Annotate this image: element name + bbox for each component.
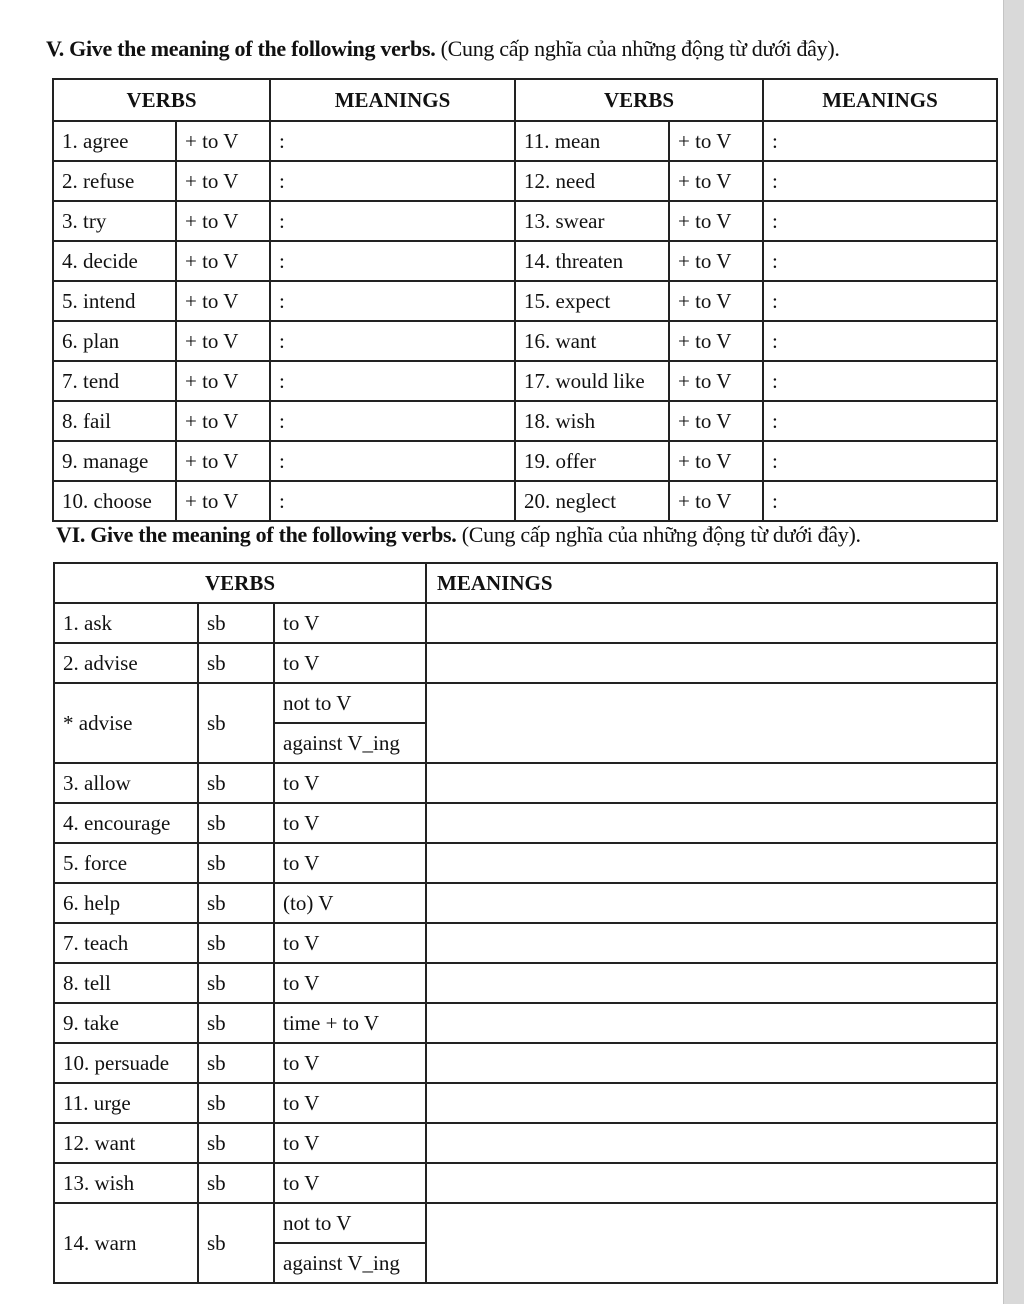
table-row (54, 1043, 997, 1083)
meaning-cell[interactable]: : (763, 441, 997, 481)
table-row (53, 441, 997, 481)
pattern-cell: + to V (669, 441, 763, 481)
verb-cell: 10. persuade (54, 1043, 198, 1083)
verb-cell: 17. would like (515, 361, 669, 401)
table-row (53, 281, 997, 321)
table-row (53, 321, 997, 361)
verb-cell: 12. want (54, 1123, 198, 1163)
meaning-cell[interactable] (426, 803, 997, 843)
table-row (53, 121, 997, 161)
meaning-cell[interactable] (426, 963, 997, 1003)
object-cell: sb (198, 883, 274, 923)
table-row (54, 803, 997, 843)
verb-cell: 7. tend (53, 361, 176, 401)
verb-cell: 4. encourage (54, 803, 198, 843)
object-cell: sb (198, 643, 274, 683)
pattern-cell: + to V (669, 401, 763, 441)
meaning-cell[interactable]: : (270, 321, 515, 361)
table-row (54, 1163, 997, 1203)
pattern-cell: to V (274, 1123, 426, 1163)
table-row (53, 161, 997, 201)
table-row (54, 643, 997, 683)
object-cell: sb (198, 803, 274, 843)
table-row (53, 481, 997, 521)
pattern-cell: + to V (669, 201, 763, 241)
verb-cell: 15. expect (515, 281, 669, 321)
meaning-cell[interactable] (426, 923, 997, 963)
verb-cell: 11. urge (54, 1083, 198, 1123)
pattern-cell: time + to V (274, 1003, 426, 1043)
table-row (53, 201, 997, 241)
pattern-cell: to V (274, 603, 426, 643)
pattern-cell: + to V (176, 441, 270, 481)
meaning-cell[interactable]: : (763, 401, 997, 441)
table-row (54, 763, 997, 803)
table-row (54, 963, 997, 1003)
verb-cell: 5. intend (53, 281, 176, 321)
section-6-subtitle: (Cung cấp nghĩa của những động từ dưới đây). (456, 522, 861, 547)
pattern-cell: to V (274, 803, 426, 843)
pattern-cell: against V_ing (274, 1243, 426, 1283)
verb-cell: 2. advise (54, 643, 198, 683)
verb-cell: 7. teach (54, 923, 198, 963)
pattern-cell: + to V (176, 401, 270, 441)
verb-cell: 20. neglect (515, 481, 669, 521)
pattern-cell: to V (274, 963, 426, 1003)
section-5-heading (46, 36, 840, 62)
pattern-cell: to V (274, 1043, 426, 1083)
meaning-cell[interactable]: : (763, 361, 997, 401)
pattern-cell: + to V (669, 241, 763, 281)
meaning-cell[interactable]: : (763, 481, 997, 521)
verbs-header: VERBS (53, 79, 270, 121)
verb-cell: 12. need (515, 161, 669, 201)
meaning-cell[interactable] (426, 1043, 997, 1083)
verb-cell: 1. agree (53, 121, 176, 161)
verb-cell: 6. plan (53, 321, 176, 361)
meaning-cell[interactable]: : (763, 241, 997, 281)
meaning-cell[interactable]: : (763, 121, 997, 161)
pattern-cell: + to V (176, 481, 270, 521)
table-row (54, 923, 997, 963)
pattern-cell: against V_ing (274, 723, 426, 763)
pattern-cell: to V (274, 763, 426, 803)
meanings-header: MEANINGS (270, 79, 515, 121)
section-6-title: VI. Give the meaning of the following verbs. (56, 522, 457, 547)
pattern-cell: not to V (274, 683, 426, 723)
table-row (54, 883, 997, 923)
table-row (54, 1083, 997, 1123)
meaning-cell[interactable] (426, 1203, 997, 1283)
pattern-cell: + to V (669, 161, 763, 201)
verb-cell: 6. help (54, 883, 198, 923)
pattern-cell: + to V (176, 281, 270, 321)
verb-cell: 16. want (515, 321, 669, 361)
meaning-cell[interactable] (426, 1083, 997, 1123)
meaning-cell[interactable] (426, 883, 997, 923)
verb-cell: 10. choose (53, 481, 176, 521)
object-cell: sb (198, 1083, 274, 1123)
verb-cell: 9. take (54, 1003, 198, 1043)
object-cell: sb (198, 1043, 274, 1083)
table-header-row (53, 79, 997, 121)
section-5-subtitle: (Cung cấp nghĩa của những động từ dưới đây). (435, 36, 840, 61)
meaning-cell[interactable]: : (270, 281, 515, 321)
meaning-cell[interactable] (426, 1123, 997, 1163)
pattern-cell: + to V (176, 321, 270, 361)
table-row (53, 401, 997, 441)
object-cell: sb (198, 963, 274, 1003)
window-edge-scrollbar[interactable] (1003, 0, 1024, 1304)
pattern-cell: + to V (669, 361, 763, 401)
meaning-cell[interactable] (426, 643, 997, 683)
table-header-row (54, 563, 997, 603)
table-row (54, 843, 997, 883)
verb-cell: * advise (54, 683, 198, 763)
pattern-cell: to V (274, 1083, 426, 1123)
section-6-heading (56, 522, 861, 548)
pattern-cell: + to V (176, 201, 270, 241)
pattern-cell: + to V (176, 161, 270, 201)
pattern-cell: + to V (669, 481, 763, 521)
verb-cell: 8. fail (53, 401, 176, 441)
object-cell: sb (198, 1003, 274, 1043)
object-cell: sb (198, 1203, 274, 1283)
object-cell: sb (198, 923, 274, 963)
table-row (53, 361, 997, 401)
table-row (54, 1003, 997, 1043)
pattern-cell: + to V (176, 121, 270, 161)
verb-cell: 13. wish (54, 1163, 198, 1203)
meaning-cell[interactable] (426, 763, 997, 803)
meaning-cell[interactable] (426, 603, 997, 643)
table-row (54, 1123, 997, 1163)
meaning-cell[interactable] (426, 1163, 997, 1203)
pattern-cell: (to) V (274, 883, 426, 923)
verbs-header: VERBS (515, 79, 763, 121)
verb-cell: 14. warn (54, 1203, 198, 1283)
meaning-cell[interactable]: : (763, 201, 997, 241)
meanings-header: MEANINGS (426, 563, 997, 603)
verb-cell: 8. tell (54, 963, 198, 1003)
meaning-cell[interactable] (426, 683, 997, 763)
pattern-cell: + to V (176, 361, 270, 401)
verb-cell: 3. allow (54, 763, 198, 803)
verb-cell: 3. try (53, 201, 176, 241)
table-row (54, 683, 997, 723)
object-cell: sb (198, 1163, 274, 1203)
meaning-cell[interactable]: : (270, 121, 515, 161)
meaning-cell[interactable]: : (270, 441, 515, 481)
section-5-title: V. Give the meaning of the following verbs. (46, 36, 436, 61)
meaning-cell[interactable]: : (763, 161, 997, 201)
pattern-cell: not to V (274, 1203, 426, 1243)
pattern-cell: to V (274, 843, 426, 883)
verb-cell: 19. offer (515, 441, 669, 481)
table-row (54, 603, 997, 643)
verb-cell: 11. mean (515, 121, 669, 161)
pattern-cell: to V (274, 643, 426, 683)
object-cell: sb (198, 763, 274, 803)
table-row (54, 1203, 997, 1243)
verb-cell: 1. ask (54, 603, 198, 643)
verb-cell: 9. manage (53, 441, 176, 481)
object-cell: sb (198, 1123, 274, 1163)
verbs-header: VERBS (54, 563, 426, 603)
section-5-table (52, 78, 998, 522)
section-6-table (53, 562, 998, 1284)
meanings-header: MEANINGS (763, 79, 997, 121)
verb-cell: 4. decide (53, 241, 176, 281)
meaning-cell[interactable]: : (270, 161, 515, 201)
verb-cell: 2. refuse (53, 161, 176, 201)
meaning-cell[interactable]: : (270, 401, 515, 441)
pattern-cell: + to V (669, 281, 763, 321)
meaning-cell[interactable]: : (763, 281, 997, 321)
meaning-cell[interactable] (426, 843, 997, 883)
meaning-cell[interactable] (426, 1003, 997, 1043)
pattern-cell: + to V (669, 321, 763, 361)
verb-cell: 5. force (54, 843, 198, 883)
verb-cell: 13. swear (515, 201, 669, 241)
pattern-cell: + to V (176, 241, 270, 281)
verb-cell: 18. wish (515, 401, 669, 441)
object-cell: sb (198, 603, 274, 643)
meaning-cell[interactable]: : (763, 321, 997, 361)
pattern-cell: to V (274, 923, 426, 963)
meaning-cell[interactable]: : (270, 481, 515, 521)
meaning-cell[interactable]: : (270, 201, 515, 241)
object-cell: sb (198, 683, 274, 763)
meaning-cell[interactable]: : (270, 241, 515, 281)
meaning-cell[interactable]: : (270, 361, 515, 401)
table-row (53, 241, 997, 281)
pattern-cell: to V (274, 1163, 426, 1203)
pattern-cell: + to V (669, 121, 763, 161)
object-cell: sb (198, 843, 274, 883)
verb-cell: 14. threaten (515, 241, 669, 281)
